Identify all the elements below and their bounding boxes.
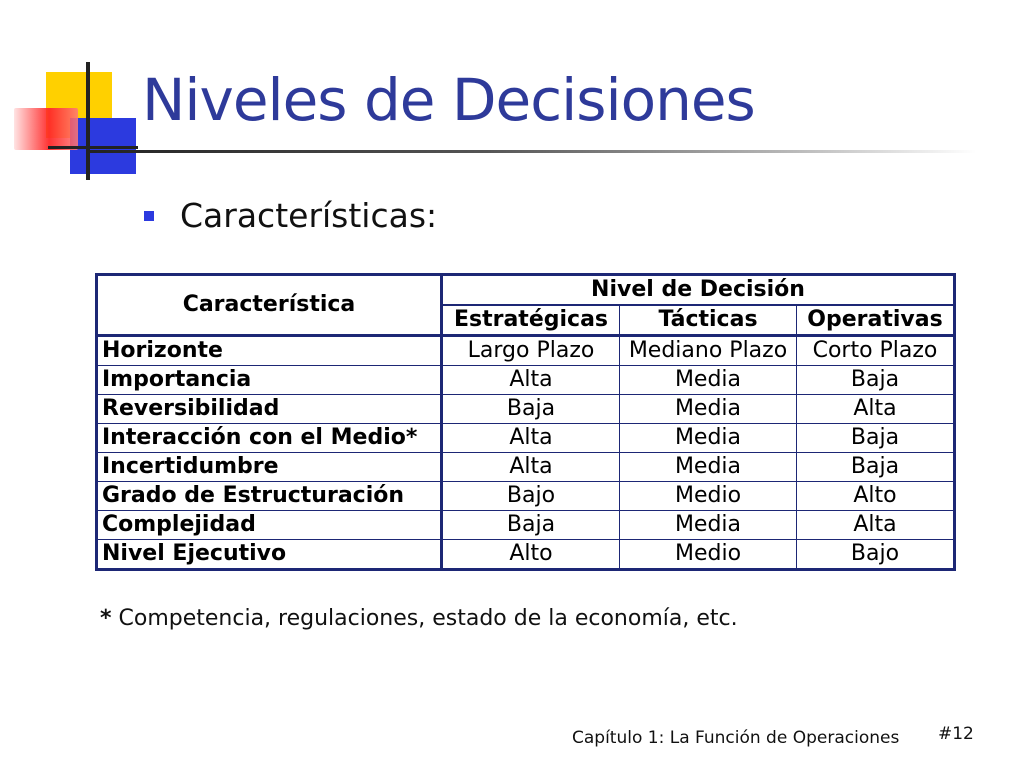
cell-strategic: Largo Plazo xyxy=(442,336,620,366)
cell-strategic: Alta xyxy=(442,366,620,395)
cell-operational: Corto Plazo xyxy=(797,336,955,366)
header-tactical: Tácticas xyxy=(620,305,797,336)
footnote-marker: * xyxy=(100,606,112,631)
table-header-row xyxy=(97,275,955,306)
title-underline xyxy=(86,150,976,153)
cell-operational: Bajo xyxy=(797,540,955,570)
table-row xyxy=(97,336,955,366)
footer-page-number: #12 xyxy=(938,724,974,744)
table-row xyxy=(97,540,955,570)
cell-strategic: Alta xyxy=(442,424,620,453)
row-label: Interacción con el Medio* xyxy=(97,424,442,453)
table-row xyxy=(97,511,955,540)
bullet-item xyxy=(144,196,437,235)
cell-tactical: Media xyxy=(620,395,797,424)
cell-strategic: Baja xyxy=(442,511,620,540)
header-characteristic: Característica xyxy=(97,275,442,336)
slide-logo xyxy=(0,0,140,190)
cell-operational: Alta xyxy=(797,395,955,424)
decision-levels-table xyxy=(95,273,956,571)
cell-tactical: Medio xyxy=(620,540,797,570)
footnote-text: Competencia, regulaciones, estado de la economía, etc. xyxy=(111,606,738,631)
header-strategic: Estratégicas xyxy=(442,305,620,336)
footer-chapter: Capítulo 1: La Función de Operaciones xyxy=(572,728,900,748)
cell-operational: Baja xyxy=(797,424,955,453)
footnote xyxy=(100,606,738,631)
slide-title: Niveles de Decisiones xyxy=(142,66,755,134)
cell-operational: Baja xyxy=(797,453,955,482)
row-label: Complejidad xyxy=(97,511,442,540)
cell-tactical: Mediano Plazo xyxy=(620,336,797,366)
table-row xyxy=(97,424,955,453)
cell-operational: Baja xyxy=(797,366,955,395)
table-row xyxy=(97,482,955,511)
table-row xyxy=(97,366,955,395)
cell-strategic: Alta xyxy=(442,453,620,482)
cell-operational: Alto xyxy=(797,482,955,511)
row-label: Importancia xyxy=(97,366,442,395)
table-row xyxy=(97,395,955,424)
row-label: Incertidumbre xyxy=(97,453,442,482)
cell-tactical: Media xyxy=(620,453,797,482)
cell-tactical: Media xyxy=(620,424,797,453)
cell-strategic: Baja xyxy=(442,395,620,424)
header-operational: Operativas xyxy=(797,305,955,336)
cell-strategic: Alto xyxy=(442,540,620,570)
row-label: Nivel Ejecutivo xyxy=(97,540,442,570)
bullet-square-icon xyxy=(144,211,154,221)
table-row xyxy=(97,453,955,482)
decision-levels-table-wrap xyxy=(95,273,956,571)
logo-horizontal-line xyxy=(48,146,138,149)
logo-vertical-line xyxy=(86,62,90,180)
row-label: Horizonte xyxy=(97,336,442,366)
cell-tactical: Media xyxy=(620,366,797,395)
row-label: Reversibilidad xyxy=(97,395,442,424)
logo-red-square xyxy=(14,108,78,150)
header-decision-level: Nivel de Decisión xyxy=(442,275,955,306)
row-label: Grado de Estructuración xyxy=(97,482,442,511)
cell-tactical: Media xyxy=(620,511,797,540)
cell-strategic: Bajo xyxy=(442,482,620,511)
bullet-text: Características: xyxy=(180,196,438,235)
cell-tactical: Medio xyxy=(620,482,797,511)
cell-operational: Alta xyxy=(797,511,955,540)
